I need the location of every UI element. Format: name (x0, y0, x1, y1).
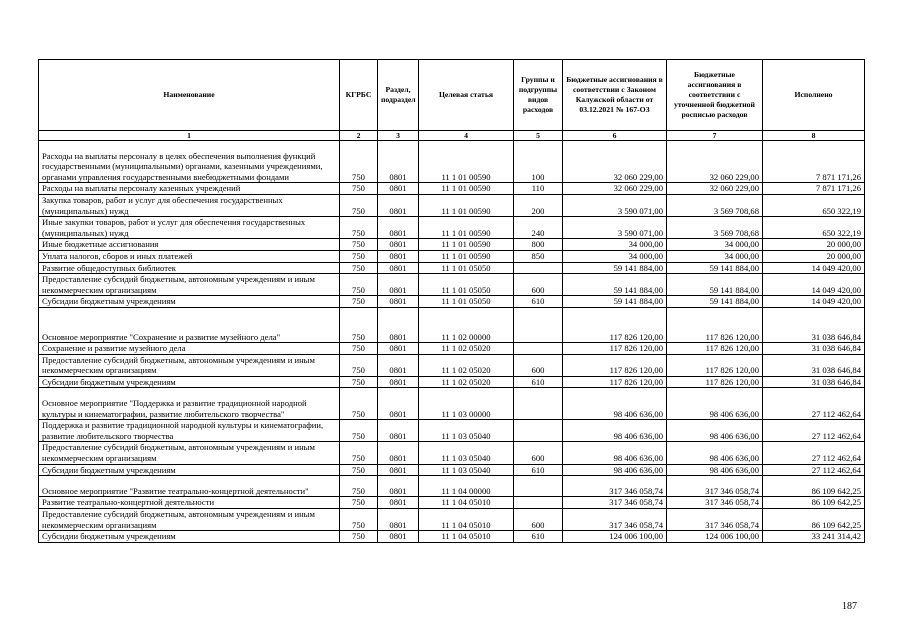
table-row (39, 464, 865, 476)
kgrbs-cell: 750 (340, 262, 378, 274)
section-cell: 0801 (378, 509, 419, 531)
roster-allocation-cell: 98 406 636,00 (667, 388, 763, 420)
roster-allocation-cell: 117 826 120,00 (667, 354, 763, 376)
law-allocation-cell: 34 000,00 (563, 239, 667, 251)
executed-cell: 7 871 171,26 (763, 141, 865, 183)
target-article-cell: 11 1 01 05050 (419, 296, 514, 308)
target-article-cell: 11 1 01 05050 (419, 274, 514, 296)
target-article-cell: 11 1 02 05020 (419, 376, 514, 388)
law-allocation-cell: 3 590 071,00 (563, 194, 667, 216)
kgrbs-cell: 750 (340, 250, 378, 262)
target-article-cell: 11 1 03 05040 (419, 464, 514, 476)
name-cell: Развитие театрально-концертной деятельности (39, 497, 340, 509)
target-article-cell: 11 1 03 05040 (419, 442, 514, 464)
target-article-cell: 11 1 01 00590 (419, 217, 514, 239)
section-cell: 0801 (378, 183, 419, 195)
kgrbs-cell: 750 (340, 239, 378, 251)
executed-cell: 20 000,00 (763, 250, 865, 262)
law-allocation-cell: 59 141 884,00 (563, 262, 667, 274)
roster-allocation-cell: 34 000,00 (667, 250, 763, 262)
executed-cell: 650 322,19 (763, 194, 865, 216)
target-article-cell: 11 1 01 05050 (419, 262, 514, 274)
expense-type-cell: 610 (514, 464, 563, 476)
section-cell: 0801 (378, 354, 419, 376)
section-cell: 0801 (378, 476, 419, 497)
section-cell: 0801 (378, 531, 419, 543)
roster-allocation-cell: 117 826 120,00 (667, 343, 763, 355)
roster-allocation-cell: 117 826 120,00 (667, 376, 763, 388)
name-cell: Субсидии бюджетным учреждениям (39, 296, 340, 308)
name-cell: Предоставление субсидий бюджетным, автономным учреждениям и иным некоммерческим организациям (39, 274, 340, 296)
kgrbs-cell: 750 (340, 354, 378, 376)
executed-cell: 14 049 420,00 (763, 274, 865, 296)
column-number-3: 3 (378, 131, 419, 141)
kgrbs-cell: 750 (340, 343, 378, 355)
roster-allocation-cell: 34 000,00 (667, 239, 763, 251)
law-allocation-cell: 124 006 100,00 (563, 531, 667, 543)
name-cell: Иные закупки товаров, работ и услуг для обеспечения государственных (муниципальных) нужд (39, 217, 340, 239)
name-cell: Субсидии бюджетным учреждениям (39, 376, 340, 388)
expense-type-cell (514, 388, 563, 420)
name-cell: Закупка товаров, работ и услуг для обеспечения государственных (муниципальных) нужд (39, 194, 340, 216)
target-article-cell: 11 1 03 00000 (419, 388, 514, 420)
header-row (39, 60, 865, 131)
expense-type-cell (514, 497, 563, 509)
name-cell: Предоставление субсидий бюджетным, автономным учреждениям и иным некоммерческим организациям (39, 442, 340, 464)
name-cell: Предоставление субсидий бюджетным, автономным учреждениям и иным некоммерческим организациям (39, 509, 340, 531)
name-cell: Субсидии бюджетным учреждениям (39, 531, 340, 543)
kgrbs-cell: 750 (340, 307, 378, 342)
target-article-cell: 11 1 03 05040 (419, 420, 514, 442)
roster-allocation-cell: 59 141 884,00 (667, 296, 763, 308)
expense-type-cell: 800 (514, 239, 563, 251)
expense-type-cell (514, 307, 563, 342)
name-cell: Субсидии бюджетным учреждениям (39, 464, 340, 476)
law-allocation-cell: 98 406 636,00 (563, 442, 667, 464)
roster-allocation-cell: 317 346 058,74 (667, 509, 763, 531)
name-cell: Основное мероприятие "Развитие театрально-концертной деятельности" (39, 476, 340, 497)
law-allocation-cell: 98 406 636,00 (563, 464, 667, 476)
section-cell: 0801 (378, 194, 419, 216)
roster-allocation-cell: 98 406 636,00 (667, 442, 763, 464)
table-row (39, 388, 865, 420)
expense-type-cell (514, 262, 563, 274)
expense-type-cell (514, 420, 563, 442)
column-header-8: Исполнено (763, 60, 865, 131)
table-row (39, 194, 865, 216)
table-row (39, 250, 865, 262)
roster-allocation-cell: 117 826 120,00 (667, 307, 763, 342)
roster-allocation-cell: 317 346 058,74 (667, 476, 763, 497)
target-article-cell: 11 1 01 00590 (419, 183, 514, 195)
name-cell: Сохранение и развитие музейного дела (39, 343, 340, 355)
kgrbs-cell: 750 (340, 388, 378, 420)
section-cell: 0801 (378, 296, 419, 308)
law-allocation-cell: 117 826 120,00 (563, 307, 667, 342)
roster-allocation-cell: 59 141 884,00 (667, 262, 763, 274)
expense-type-cell: 600 (514, 274, 563, 296)
table-row (39, 476, 865, 497)
table-row (39, 262, 865, 274)
law-allocation-cell: 117 826 120,00 (563, 343, 667, 355)
section-cell: 0801 (378, 388, 419, 420)
expense-type-cell: 200 (514, 194, 563, 216)
executed-cell: 31 038 646,84 (763, 376, 865, 388)
table-row (39, 296, 865, 308)
executed-cell: 650 322,19 (763, 217, 865, 239)
executed-cell: 86 109 642,25 (763, 509, 865, 531)
section-cell: 0801 (378, 250, 419, 262)
section-cell: 0801 (378, 464, 419, 476)
executed-cell: 20 000,00 (763, 239, 865, 251)
target-article-cell: 11 1 04 00000 (419, 476, 514, 497)
name-cell: Развитие общедоступных библиотек (39, 262, 340, 274)
expense-type-cell: 110 (514, 183, 563, 195)
name-cell: Иные бюджетные ассигнования (39, 239, 340, 251)
kgrbs-cell: 750 (340, 531, 378, 543)
kgrbs-cell: 750 (340, 141, 378, 183)
law-allocation-cell: 317 346 058,74 (563, 476, 667, 497)
table-row (39, 343, 865, 355)
roster-allocation-cell: 59 141 884,00 (667, 274, 763, 296)
executed-cell: 86 109 642,25 (763, 476, 865, 497)
executed-cell: 31 038 646,84 (763, 354, 865, 376)
roster-allocation-cell: 124 006 100,00 (667, 531, 763, 543)
roster-allocation-cell: 32 060 229,00 (667, 183, 763, 195)
column-number-6: 6 (563, 131, 667, 141)
table-row (39, 141, 865, 183)
column-number-1: 1 (39, 131, 340, 141)
roster-allocation-cell: 98 406 636,00 (667, 464, 763, 476)
section-cell: 0801 (378, 239, 419, 251)
section-cell: 0801 (378, 420, 419, 442)
executed-cell: 31 038 646,84 (763, 343, 865, 355)
section-cell: 0801 (378, 307, 419, 342)
column-header-4: Целевая статья (419, 60, 514, 131)
expense-type-cell: 610 (514, 531, 563, 543)
kgrbs-cell: 750 (340, 376, 378, 388)
expense-type-cell: 600 (514, 442, 563, 464)
table-body (39, 141, 865, 543)
kgrbs-cell: 750 (340, 183, 378, 195)
law-allocation-cell: 59 141 884,00 (563, 274, 667, 296)
target-article-cell: 11 1 01 00590 (419, 194, 514, 216)
law-allocation-cell: 32 060 229,00 (563, 141, 667, 183)
executed-cell: 27 112 462,64 (763, 420, 865, 442)
table-row (39, 183, 865, 195)
name-cell: Предоставление субсидий бюджетным, автономным учреждениям и иным некоммерческим организациям (39, 354, 340, 376)
kgrbs-cell: 750 (340, 274, 378, 296)
page-number: 187 (842, 601, 857, 612)
column-header-7: Бюджетные ассигнования в соответствии с уточненной бюджетной росписью расходов (667, 60, 763, 131)
expense-type-cell (514, 343, 563, 355)
column-header-6: Бюджетные ассигнования в соответствии с Законом Калужской области от 03.12.2021 № 167-ОЗ (563, 60, 667, 131)
name-cell: Уплата налогов, сборов и иных платежей (39, 250, 340, 262)
section-cell: 0801 (378, 343, 419, 355)
column-number-5: 5 (514, 131, 563, 141)
section-cell: 0801 (378, 141, 419, 183)
target-article-cell: 11 1 04 05010 (419, 509, 514, 531)
section-cell: 0801 (378, 217, 419, 239)
table-row (39, 274, 865, 296)
executed-cell: 7 871 171,26 (763, 183, 865, 195)
target-article-cell: 11 1 04 05010 (419, 531, 514, 543)
target-article-cell: 11 1 02 05020 (419, 343, 514, 355)
expense-type-cell: 610 (514, 376, 563, 388)
table-row (39, 420, 865, 442)
executed-cell: 33 241 314,42 (763, 531, 865, 543)
target-article-cell: 11 1 01 00590 (419, 239, 514, 251)
table-header (39, 60, 865, 141)
expense-type-cell: 600 (514, 509, 563, 531)
column-number-row (39, 131, 865, 141)
kgrbs-cell: 750 (340, 476, 378, 497)
column-header-5: Группы и подгруппы видов расходов (514, 60, 563, 131)
roster-allocation-cell: 32 060 229,00 (667, 141, 763, 183)
law-allocation-cell: 317 346 058,74 (563, 497, 667, 509)
law-allocation-cell: 317 346 058,74 (563, 509, 667, 531)
section-cell: 0801 (378, 442, 419, 464)
section-cell: 0801 (378, 497, 419, 509)
table-row (39, 376, 865, 388)
target-article-cell: 11 1 02 05020 (419, 354, 514, 376)
law-allocation-cell: 59 141 884,00 (563, 296, 667, 308)
kgrbs-cell: 750 (340, 194, 378, 216)
expense-type-cell (514, 476, 563, 497)
expense-type-cell: 240 (514, 217, 563, 239)
executed-cell: 86 109 642,25 (763, 497, 865, 509)
target-article-cell: 11 1 01 00590 (419, 250, 514, 262)
law-allocation-cell: 117 826 120,00 (563, 376, 667, 388)
column-header-2: КГРБС (340, 60, 378, 131)
law-allocation-cell: 3 590 071,00 (563, 217, 667, 239)
executed-cell: 14 049 420,00 (763, 296, 865, 308)
roster-allocation-cell: 3 569 708,68 (667, 217, 763, 239)
budget-report-sheet (38, 59, 864, 543)
executed-cell: 31 038 646,84 (763, 307, 865, 342)
target-article-cell: 11 1 01 00590 (419, 141, 514, 183)
target-article-cell: 11 1 04 05010 (419, 497, 514, 509)
name-cell: Расходы на выплаты персоналу в целях обеспечения выполнения функций государственными (муниципальными) органами, казенными учреждениями, органами управления государственными внебюджетными фондами (39, 141, 340, 183)
kgrbs-cell: 750 (340, 442, 378, 464)
kgrbs-cell: 750 (340, 217, 378, 239)
roster-allocation-cell: 98 406 636,00 (667, 420, 763, 442)
table-row (39, 307, 865, 342)
section-cell: 0801 (378, 376, 419, 388)
law-allocation-cell: 32 060 229,00 (563, 183, 667, 195)
column-number-2: 2 (340, 131, 378, 141)
expense-type-cell: 600 (514, 354, 563, 376)
name-cell: Поддержка и развитие традиционной народной культуры и кинематографии, развитие любительского творчества (39, 420, 340, 442)
kgrbs-cell: 750 (340, 420, 378, 442)
expense-type-cell: 100 (514, 141, 563, 183)
column-number-4: 4 (419, 131, 514, 141)
law-allocation-cell: 98 406 636,00 (563, 388, 667, 420)
executed-cell: 27 112 462,64 (763, 442, 865, 464)
roster-allocation-cell: 317 346 058,74 (667, 497, 763, 509)
executed-cell: 27 112 462,64 (763, 464, 865, 476)
table-row (39, 217, 865, 239)
section-cell: 0801 (378, 274, 419, 296)
kgrbs-cell: 750 (340, 509, 378, 531)
name-cell: Основное мероприятие "Сохранение и развитие музейного дела" (39, 307, 340, 342)
law-allocation-cell: 98 406 636,00 (563, 420, 667, 442)
column-number-8: 8 (763, 131, 865, 141)
roster-allocation-cell: 3 569 708,68 (667, 194, 763, 216)
table-row (39, 239, 865, 251)
budget-table (38, 59, 865, 543)
table-row (39, 531, 865, 543)
table-row (39, 497, 865, 509)
table-row (39, 354, 865, 376)
executed-cell: 14 049 420,00 (763, 262, 865, 274)
name-cell: Основное мероприятие "Поддержка и развитие традиционной народной культуры и кинематографии, развитие любительского творчества" (39, 388, 340, 420)
law-allocation-cell: 117 826 120,00 (563, 354, 667, 376)
kgrbs-cell: 750 (340, 497, 378, 509)
expense-type-cell: 610 (514, 296, 563, 308)
table-row (39, 442, 865, 464)
target-article-cell: 11 1 02 00000 (419, 307, 514, 342)
law-allocation-cell: 34 000,00 (563, 250, 667, 262)
kgrbs-cell: 750 (340, 296, 378, 308)
kgrbs-cell: 750 (340, 464, 378, 476)
column-number-7: 7 (667, 131, 763, 141)
expense-type-cell: 850 (514, 250, 563, 262)
name-cell: Расходы на выплаты персоналу казенных учреждений (39, 183, 340, 195)
executed-cell: 27 112 462,64 (763, 388, 865, 420)
table-row (39, 509, 865, 531)
column-header-1: Наименование (39, 60, 340, 131)
section-cell: 0801 (378, 262, 419, 274)
column-header-3: Раздел, подраздел (378, 60, 419, 131)
